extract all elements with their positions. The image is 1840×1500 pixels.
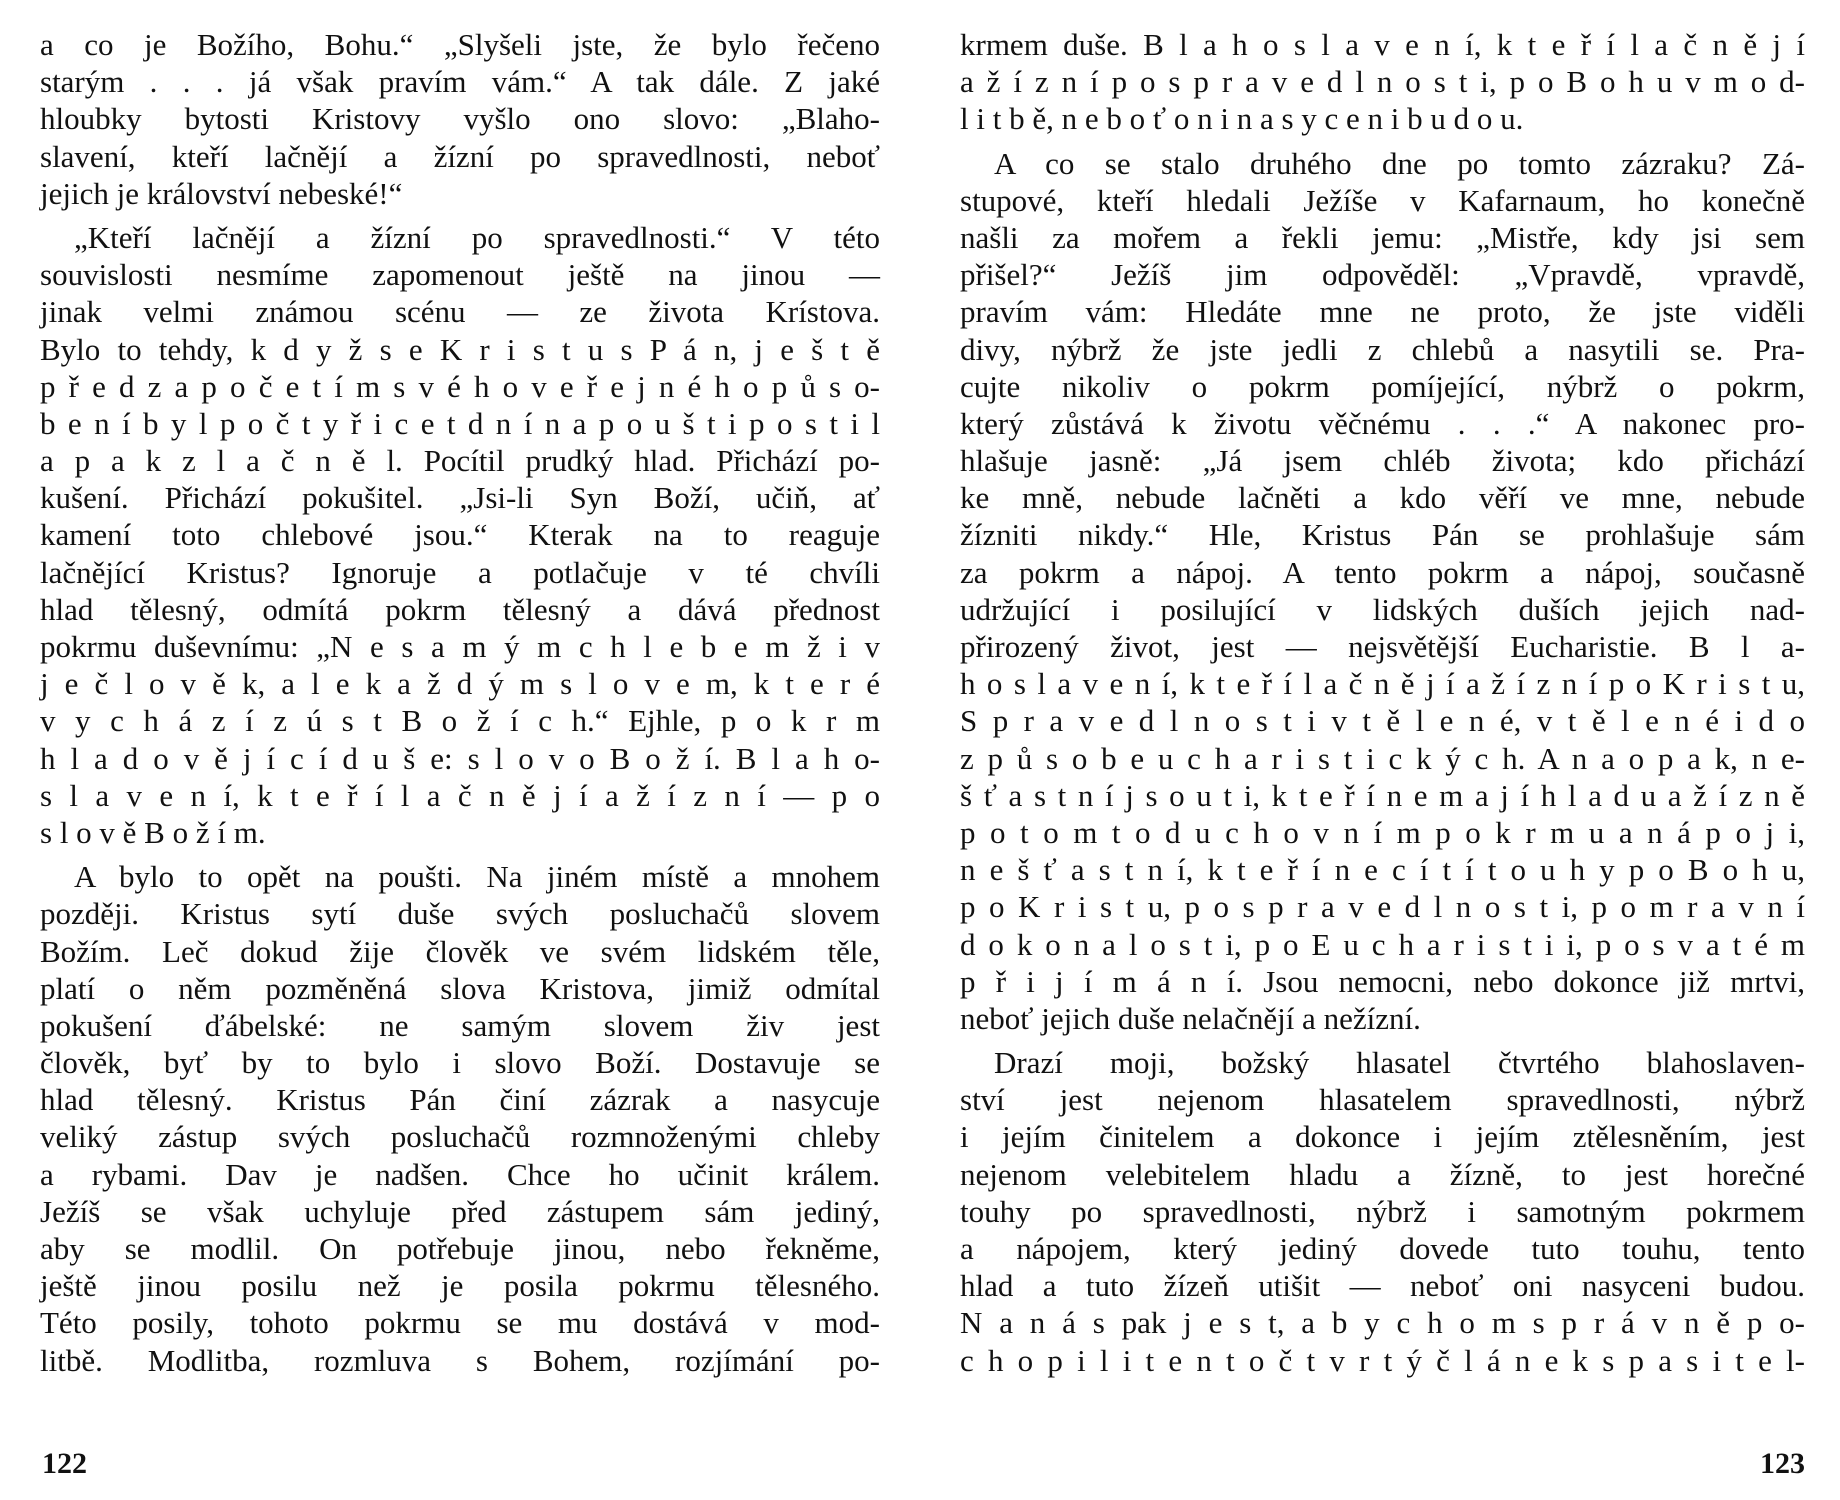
text-line: starým . . . já však pravím vám.“ A tak dále. Z jaké — [40, 64, 880, 100]
text-line: A co se stalo druhého dne po tomto zázraku? Zá- — [994, 145, 1805, 181]
text-line: hloubky bytosti Kristovy vyšlo ono slovo: „Blaho- — [40, 101, 880, 137]
text-line: pokušení ďábelské: ne samým slovem živ jest — [40, 1007, 880, 1043]
text-line: a co je Božího, Bohu.“ „Slyšeli jste, že bylo řečeno — [40, 27, 880, 62]
text-line: A bylo to opět na poušti. Na jiném místě a mnohem — [74, 859, 880, 895]
text-line: pravím vám: Hledáte mne ne proto, že jste viděli — [960, 294, 1805, 330]
text-line: l i t b ě, n e b o ť o n i n a s y c e n i b u d o u. — [960, 101, 1524, 137]
text-line: a p a k z l a č n ě l. Pocítil prudký hlad. Přichází po- — [40, 443, 880, 479]
text-line: slavení, kteří lačnějí a žízní po spravedlnosti, neboť — [40, 138, 880, 174]
text-line: stupové, kteří hledali Ježíše v Kafarnaum, ho konečně — [960, 182, 1805, 218]
text-line: později. Kristus sytí duše svých posluchačů slovem — [40, 896, 880, 932]
text-line: ještě jinou posilu než je posila pokrmu tělesného. — [40, 1268, 880, 1304]
text-line: jejich je království nebeské!“ — [40, 175, 403, 211]
text-line: i jejím činitelem a dokonce i jejím ztělesněním, jest — [960, 1119, 1805, 1155]
text-line: jinak velmi známou scénu — ze života Krístova. — [40, 294, 880, 330]
text-line: který zůstává k životu věčnému . . .“ A nakonec pro- — [960, 405, 1805, 441]
text-line: krmem duše. B l a h o s l a v e n í, k t e ř í l a č n ě j í — [960, 27, 1805, 62]
text-line: p ř e d z a p o č e t í m s v é h o v e ř e j n é h o p ů s o- — [40, 368, 880, 404]
text-line: Této posily, tohoto pokrmu se mu dostává v mod- — [40, 1305, 880, 1341]
text-line: litbě. Modlitba, rozmluva s Bohem, rozjímání po- — [40, 1342, 880, 1378]
right-page-text — [960, 26, 1805, 1379]
text-line: žízniti nikdy.“ Hle, Kristus Pán se prohlašuje sám — [960, 517, 1805, 553]
text-line: S p r a v e d l n o s t i v t ě l e n é, v t ě l e n é i d o — [960, 703, 1805, 739]
text-line: p o t o m t o d u c h o v n í m p o k r m u a n á p o j i, — [960, 814, 1805, 850]
text-line: platí o něm pozměněná slova Kristova, jimiž odmítal — [40, 970, 880, 1006]
text-line: člověk, byť by to bylo i slovo Boží. Dostavuje se — [40, 1045, 880, 1081]
text-line: pokrmu duševnímu: „N e s a m ý m c h l e b e m ž i v — [40, 629, 880, 664]
text-line: přišel?“ Ježíš jim odpověděl: „Vpravdě, vpravdě, — [960, 257, 1805, 293]
text-line: neboť jejich duše nelačnějí a nežízní. — [960, 1000, 1421, 1036]
text-line: s l o v ě B o ž í m. — [40, 814, 266, 850]
text-line: „Kteří lačnějí a žízní po spravedlnosti.“ V této — [74, 219, 880, 255]
text-line: s l a v e n í, k t e ř í l a č n ě j í a ž í z n í — p o — [40, 777, 880, 813]
text-line: z p ů s o b e u c h a r i s t i c k ý c h. A n a o p a k, n e- — [960, 740, 1805, 776]
left-page — [40, 0, 880, 1500]
right-page — [960, 0, 1805, 1500]
text-line: hlašuje jasně: „Já jsem chléb života; kdo přichází — [960, 443, 1805, 479]
text-line: kušení. Přichází pokušitel. „Jsi-li Syn Boží, učiň, ať — [40, 480, 880, 516]
text-line: c h o p i l i t e n t o č t v r t ý č l á n e k s p a s i t e l- — [960, 1342, 1805, 1378]
right-page-number: 123 — [1760, 1447, 1805, 1480]
text-line: n e š ť a s t n í, k t e ř í n e c í t í t o u h y p o B o h u, — [960, 852, 1805, 888]
text-line: souvislosti nesmíme zapomenout ještě na jinou — — [40, 257, 880, 293]
text-line: nejenom velebitelem hladu a žízně, to jest horečné — [960, 1156, 1805, 1192]
text-line: hlad a tuto žízeň utišit — neboť oni nasyceni budou. — [960, 1268, 1805, 1304]
text-line: a rybami. Dav je nadšen. Chce ho učinit králem. — [40, 1156, 880, 1192]
text-line: a ž í z n í p o s p r a v e d l n o s t i, p o B o h u v m o d- — [960, 64, 1805, 100]
text-line: š ť a s t n í j s o u t i, k t e ř í n e m a j í h l a d u a ž í z n ě — [960, 777, 1805, 813]
text-line: lačnějící Kristus? Ignoruje a potlačuje v té chvíli — [40, 554, 880, 590]
text-line: h o s l a v e n í, k t e ř í l a č n ě j í a ž í z n í p o K r i s t u, — [960, 666, 1805, 702]
left-page-text — [40, 26, 880, 1379]
text-line: p o K r i s t u, p o s p r a v e d l n o s t i, p o m r a v n í — [960, 889, 1805, 925]
text-line: Božím. Leč dokud žije člověk ve svém lidském těle, — [40, 933, 880, 969]
page-gutter — [918, 0, 920, 1500]
text-line: hlad tělesný. Kristus Pán činí zázrak a nasycuje — [40, 1082, 880, 1118]
text-line: p ř i j í m á n í. Jsou nemocni, nebo dokonce již mrtvi, — [960, 963, 1805, 999]
text-line: v y c h á z í z ú s t B o ž í c h.“ Ejhle, p o k r m — [40, 703, 880, 739]
text-line: hlad tělesný, odmítá pokrm tělesný a dává přednost — [40, 591, 880, 627]
text-line: našli za mořem a řekli jemu: „Mistře, kdy jsi sem — [960, 219, 1805, 255]
text-line: kamení toto chlebové jsou.“ Kterak na to reaguje — [40, 517, 880, 553]
text-line: b e n í b y l p o č t y ř i c e t d n í n a p o u š t i p o s t i l — [40, 405, 880, 441]
text-line: Bylo to tehdy, k d y ž s e K r i s t u s P á n, j e š t ě — [40, 331, 880, 367]
text-line: ství jest nejenom hlasatelem spravedlnosti, nýbrž — [960, 1082, 1805, 1118]
text-line: aby se modlil. On potřebuje jinou, nebo řekněme, — [40, 1231, 880, 1266]
text-line: h l a d o v ě j í c í d u š e: s l o v o B o ž í. B l a h o- — [40, 740, 880, 776]
text-line: Drazí moji, božský hlasatel čtvrtého blahoslaven- — [994, 1045, 1805, 1081]
text-line: a nápojem, který jediný dovede tuto touhu, tento — [960, 1231, 1805, 1266]
text-line: divy, nýbrž že jste jedli z chlebů a nasytili se. Pra- — [960, 331, 1805, 367]
text-line: za pokrm a nápoj. A tento pokrm a nápoj, současně — [960, 554, 1805, 590]
text-line: cujte nikoliv o pokrm pomíjející, nýbrž o pokrm, — [960, 368, 1805, 404]
text-line: ke mně, nebude lačněti a kdo věří ve mne, nebude — [960, 480, 1805, 516]
text-line: N a n á s pak j e s t, a b y c h o m s p r á v n ě p o- — [960, 1305, 1805, 1341]
text-line: udržující i posilující v lidských duších jejich nad- — [960, 591, 1805, 627]
text-line: přirozený život, jest — nejsvětější Eucharistie. B l a- — [960, 629, 1805, 664]
text-line: j e č l o v ě k, a l e k a ž d ý m s l o v e m, k t e r é — [40, 666, 880, 702]
left-page-number: 122 — [42, 1447, 87, 1480]
text-line: Ježíš se však uchyluje před zástupem sám jediný, — [40, 1193, 880, 1229]
text-line: touhy po spravedlnosti, nýbrž i samotným pokrmem — [960, 1193, 1805, 1229]
text-line: veliký zástup svých posluchačů rozmnoženými chleby — [40, 1119, 880, 1155]
text-line: d o k o n a l o s t i, p o E u c h a r i s t i i, p o s v a t é m — [960, 926, 1805, 962]
